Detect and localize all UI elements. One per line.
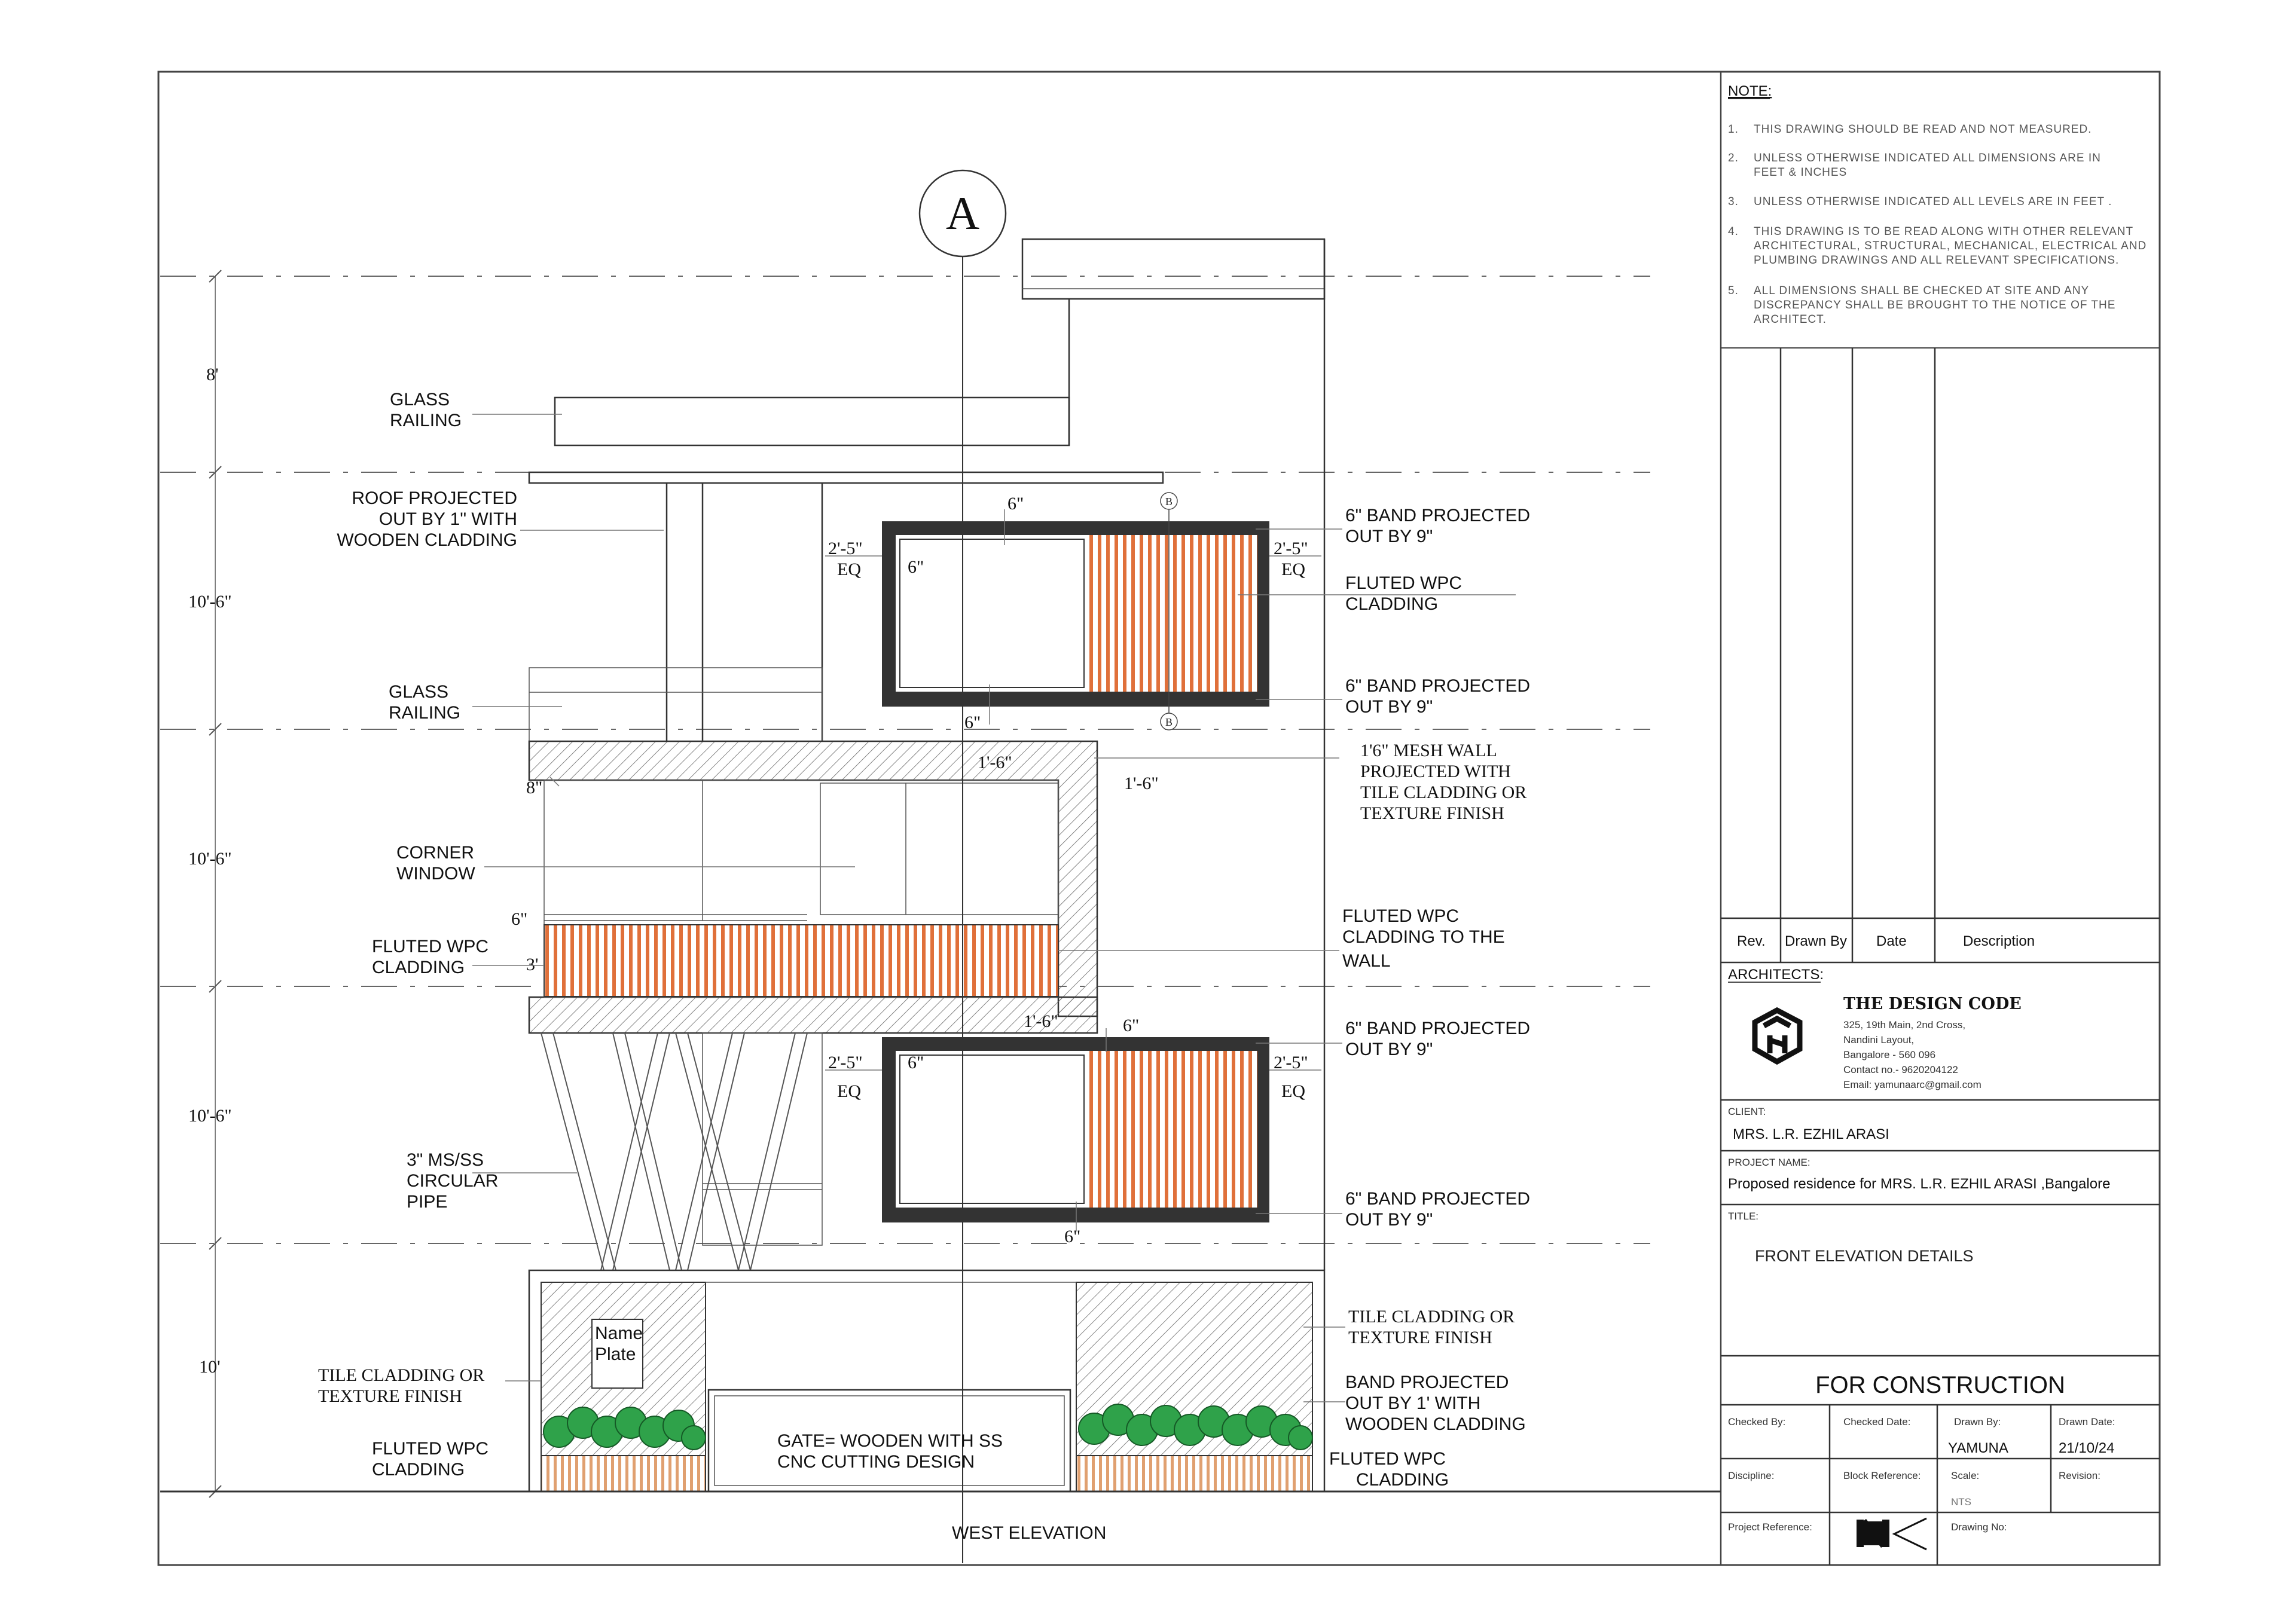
svg-text:Checked By:: Checked By:	[1728, 1416, 1786, 1428]
svg-text:2'-5": 2'-5"	[828, 1053, 863, 1072]
svg-text:OUT BY 9": OUT BY 9"	[1345, 697, 1433, 717]
svg-text:B: B	[1165, 716, 1173, 728]
svg-text:UNLESS OTHERWISE INDICATED ALL: UNLESS OTHERWISE INDICATED ALL LEVELS ARE IN FEET .	[1754, 195, 2112, 208]
svg-text:6": 6"	[1064, 1227, 1081, 1246]
level-dimension-chain	[188, 270, 232, 1497]
svg-text:Checked Date:: Checked Date:	[1843, 1416, 1911, 1428]
wpc-cladding-band	[544, 925, 1058, 997]
level-height-2: 10'-6"	[188, 592, 232, 612]
name-plate-line1: Name	[595, 1324, 643, 1343]
svg-text:WOODEN CLADDING: WOODEN CLADDING	[337, 530, 517, 550]
svg-text:8": 8"	[526, 778, 543, 797]
svg-text:CLADDING: CLADDING	[372, 1460, 465, 1480]
level-height-1: 8'	[206, 365, 219, 384]
svg-text:A: A	[945, 187, 980, 239]
svg-text:OUT BY 9": OUT BY 9"	[1345, 527, 1433, 546]
svg-text:THIS DRAWING SHOULD BE READ AN: THIS DRAWING SHOULD BE READ AND NOT MEASURED.	[1754, 123, 2092, 136]
svg-text:FRONT ELEVATION DETAILS: FRONT ELEVATION DETAILS	[1755, 1247, 1974, 1265]
svg-text:ARCHITECTURAL, STRUCTURAL, MEC: ARCHITECTURAL, STRUCTURAL, MECHANICAL, ELECTRICAL AND	[1754, 240, 2147, 252]
svg-text:NOTE:: NOTE:	[1728, 83, 1772, 99]
svg-text:TEXTURE FINISH: TEXTURE FINISH	[318, 1386, 462, 1406]
svg-text:UNLESS OTHERWISE INDICATED ALL: UNLESS OTHERWISE INDICATED ALL DIMENSIONS ARE IN	[1754, 152, 2101, 164]
svg-text:WALL: WALL	[1342, 951, 1391, 971]
svg-text:1'-6": 1'-6"	[1024, 1011, 1058, 1031]
svg-text:FLUTED WPC: FLUTED WPC	[372, 937, 488, 956]
svg-text:MRS. L.R. EZHIL ARASI: MRS. L.R. EZHIL ARASI	[1733, 1126, 1889, 1142]
svg-text:6" BAND PROJECTED: 6" BAND PROJECTED	[1345, 1189, 1531, 1209]
svg-text:ROOF PROJECTED: ROOF PROJECTED	[352, 488, 517, 508]
architects-panel	[1721, 967, 2160, 1100]
svg-text:FLUTED WPC: FLUTED WPC	[372, 1439, 488, 1459]
projected-box-lower	[882, 1037, 1269, 1222]
svg-text:Rev.: Rev.	[1737, 933, 1766, 949]
svg-text:6": 6"	[1123, 1016, 1140, 1035]
svg-text:TITLE:: TITLE:	[1728, 1211, 1759, 1222]
name-plate-line2: Plate	[595, 1344, 636, 1364]
svg-text:Revision:: Revision:	[2059, 1470, 2100, 1481]
projected-box-upper	[882, 521, 1269, 707]
svg-text:1'-6": 1'-6"	[978, 753, 1012, 772]
svg-text:WINDOW: WINDOW	[396, 864, 475, 884]
svg-text:TEXTURE FINISH: TEXTURE FINISH	[1348, 1328, 1492, 1347]
svg-text:2'-5": 2'-5"	[828, 539, 863, 558]
gate-text-line2: CNC CUTTING DESIGN	[777, 1452, 975, 1472]
svg-text:Description: Description	[1963, 933, 2035, 949]
svg-text:Nandini Layout,: Nandini Layout,	[1843, 1034, 1915, 1046]
svg-text:Drawn By: Drawn By	[1785, 933, 1848, 949]
svg-text:5.: 5.	[1728, 285, 1739, 297]
svg-text:ALL DIMENSIONS SHALL BE CHECKE: ALL DIMENSIONS SHALL BE CHECKED AT SITE AND ANY	[1754, 285, 2090, 297]
svg-text:6" BAND PROJECTED: 6" BAND PROJECTED	[1345, 1019, 1531, 1038]
planter-left	[541, 1456, 706, 1491]
svg-text:3.: 3.	[1728, 195, 1739, 208]
north-arrow-icon	[1857, 1512, 1926, 1549]
svg-text:CLADDING: CLADDING	[1345, 594, 1439, 614]
svg-text:Date: Date	[1876, 933, 1907, 949]
svg-text:GLASS: GLASS	[390, 390, 450, 409]
svg-text:FLUTED WPC: FLUTED WPC	[1342, 906, 1459, 926]
level-height-5: 10'	[199, 1357, 221, 1377]
left-labels	[318, 390, 517, 1480]
drawing-caption: WEST ELEVATION	[952, 1523, 1107, 1543]
svg-text:CLADDING: CLADDING	[1356, 1470, 1449, 1490]
svg-text:1.: 1.	[1728, 123, 1739, 136]
svg-text:325, 19th Main, 2nd Cross,: 325, 19th Main, 2nd Cross,	[1843, 1019, 1966, 1031]
revision-table	[1721, 348, 2160, 962]
svg-text:B: B	[1165, 496, 1173, 508]
svg-text:1'6" MESH WALL: 1'6" MESH WALL	[1360, 741, 1497, 760]
svg-text:3" MS/SS: 3" MS/SS	[407, 1150, 484, 1170]
svg-text:CLIENT:: CLIENT:	[1728, 1106, 1766, 1117]
svg-text:6": 6"	[964, 713, 981, 732]
svg-text:OUT BY 1" WITH: OUT BY 1" WITH	[378, 509, 517, 529]
level-height-4: 10'-6"	[188, 1106, 232, 1126]
svg-text:EQ: EQ	[1281, 1081, 1305, 1101]
svg-text:2'-5": 2'-5"	[1274, 539, 1308, 558]
svg-text:FLUTED WPC: FLUTED WPC	[1345, 573, 1462, 593]
svg-text:NTS: NTS	[1951, 1496, 1971, 1508]
svg-text:FOR CONSTRUCTION: FOR CONSTRUCTION	[1815, 1372, 2065, 1398]
svg-text:OUT BY 1' WITH: OUT BY 1' WITH	[1345, 1393, 1481, 1413]
svg-text:Drawn By:: Drawn By:	[1954, 1416, 2001, 1428]
svg-text:FLUTED WPC: FLUTED WPC	[1329, 1449, 1446, 1469]
svg-text:OUT BY 9": OUT BY 9"	[1345, 1210, 1433, 1230]
firm-logo	[1755, 1010, 1800, 1062]
planter-right	[1076, 1456, 1312, 1491]
svg-text:BAND PROJECTED: BAND PROJECTED	[1345, 1373, 1509, 1392]
svg-text:4.: 4.	[1728, 225, 1739, 238]
svg-text:GLASS: GLASS	[389, 682, 449, 702]
svg-text:EQ: EQ	[1281, 560, 1305, 579]
svg-text:ARCHITECT.: ARCHITECT.	[1754, 313, 1827, 326]
svg-text:Drawn Date:: Drawn Date:	[2059, 1416, 2115, 1428]
svg-text:6": 6"	[908, 1053, 924, 1072]
svg-text:2.: 2.	[1728, 152, 1739, 164]
svg-text:3': 3'	[526, 955, 539, 974]
svg-text:CIRCULAR: CIRCULAR	[407, 1171, 499, 1191]
svg-text:EQ: EQ	[837, 560, 861, 579]
svg-text:Proposed residence for MRS. L: Proposed residence for MRS. L.R. EZHIL ARASI ,Bangalore	[1728, 1176, 2111, 1192]
client-panel	[1721, 1106, 2160, 1356]
svg-text:PROJECTED WITH: PROJECTED WITH	[1360, 762, 1511, 781]
svg-text:PROJECT NAME:: PROJECT NAME:	[1728, 1157, 1810, 1168]
svg-text:TILE CLADDING OR: TILE CLADDING OR	[1348, 1307, 1515, 1326]
svg-text:TEXTURE FINISH: TEXTURE FINISH	[1360, 803, 1504, 823]
svg-text:CORNER: CORNER	[396, 843, 475, 863]
svg-text:Contact no.- 9620204122: Contact no.- 9620204122	[1843, 1064, 1958, 1075]
svg-text:21/10/24: 21/10/24	[2059, 1440, 2115, 1456]
level-height-3: 10'-6"	[188, 849, 232, 869]
svg-text:6": 6"	[511, 909, 528, 929]
gate-text-line1: GATE= WOODEN WITH SS	[777, 1431, 1003, 1451]
status-panel	[1721, 1372, 2160, 1565]
svg-text:6" BAND PROJECTED: 6" BAND PROJECTED	[1345, 506, 1531, 525]
svg-text:PIPE: PIPE	[407, 1192, 448, 1212]
svg-text:CLADDING: CLADDING	[372, 958, 465, 977]
svg-text:Bangalore - 560 096: Bangalore - 560 096	[1843, 1049, 1936, 1060]
svg-text:WOODEN CLADDING: WOODEN CLADDING	[1345, 1414, 1526, 1434]
notes-panel	[1728, 83, 2147, 326]
firm-name: THE DESIGN CODE	[1843, 995, 2022, 1013]
svg-text:6": 6"	[1007, 494, 1024, 514]
svg-text:TILE CLADDING OR: TILE CLADDING OR	[318, 1365, 485, 1385]
svg-text:TILE CLADDING OR: TILE CLADDING OR	[1360, 783, 1527, 802]
svg-text:RAILING: RAILING	[390, 411, 462, 430]
svg-text:DISCREPANCY SHALL BE BROUGHT T: DISCREPANCY SHALL BE BROUGHT TO THE NOTICE OF THE	[1754, 299, 2116, 311]
section-marker-a	[920, 170, 1006, 1563]
svg-text:EQ: EQ	[837, 1081, 861, 1101]
svg-text:Discipline:: Discipline:	[1728, 1470, 1775, 1481]
svg-text:ARCHITECTS:: ARCHITECTS:	[1728, 967, 1824, 983]
svg-text:RAILING: RAILING	[389, 703, 461, 723]
svg-text:Block Reference:: Block Reference:	[1843, 1470, 1921, 1481]
svg-text:CLADDING TO THE: CLADDING TO THE	[1342, 927, 1505, 947]
svg-text:6" BAND PROJECTED: 6" BAND PROJECTED	[1345, 676, 1531, 696]
svg-text:1'-6": 1'-6"	[1124, 774, 1159, 793]
svg-text:YAMUNA: YAMUNA	[1948, 1440, 2008, 1456]
svg-text:Scale:: Scale:	[1951, 1470, 1980, 1481]
svg-text:Project Reference:: Project Reference:	[1728, 1521, 1812, 1533]
svg-text:FEET & INCHES: FEET & INCHES	[1754, 166, 1848, 179]
svg-text:Drawing No:: Drawing No:	[1951, 1521, 2007, 1533]
svg-text:2'-5": 2'-5"	[1274, 1053, 1308, 1072]
svg-text:PLUMBING DRAWINGS AND ALL RELE: PLUMBING DRAWINGS AND ALL RELEVANT SPECIFICATIONS.	[1754, 254, 2120, 267]
svg-text:OUT BY 9": OUT BY 9"	[1345, 1040, 1433, 1059]
svg-text:Email: yamunaarc@gmail.com: Email: yamunaarc@gmail.com	[1843, 1079, 1981, 1090]
svg-text:THIS DRAWING IS TO BE READ ALO: THIS DRAWING IS TO BE READ ALONG WITH OTHER RELEVANT	[1754, 225, 2134, 238]
svg-text:6": 6"	[908, 557, 924, 577]
right-labels	[1329, 506, 1530, 1490]
